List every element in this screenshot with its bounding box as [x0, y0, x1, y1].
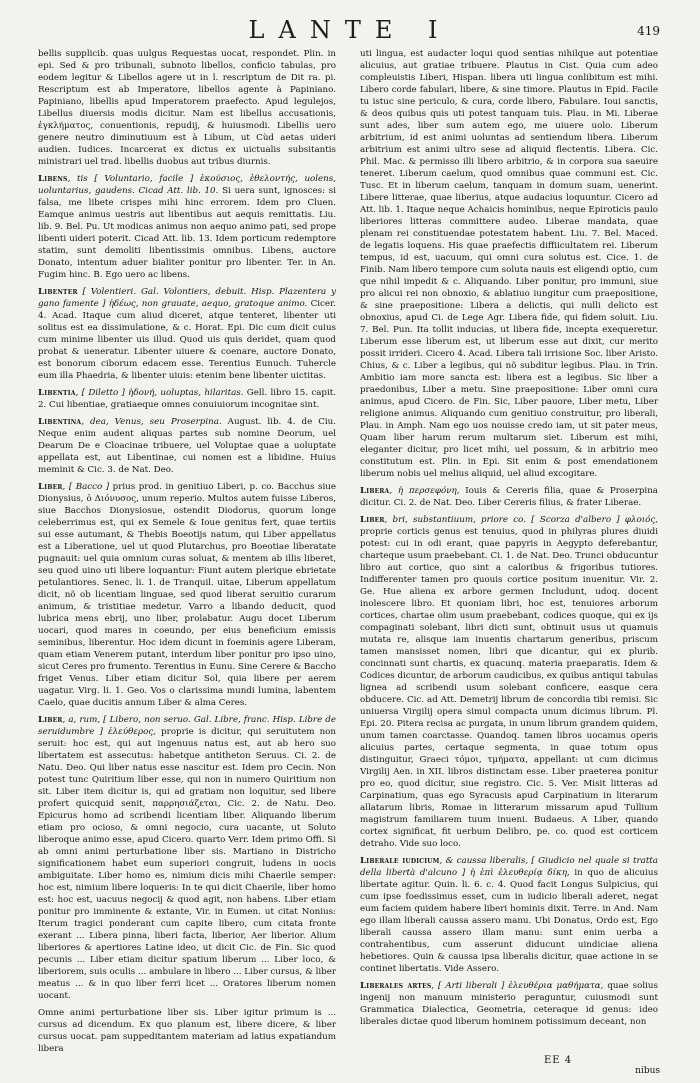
entry-lemma: Libera: [360, 486, 390, 496]
entry-continuation: [38, 1007, 336, 1055]
dictionary-entry: [360, 514, 658, 850]
entry-text: August. lib. 4. de Ciu. Neque enim audent aliquas partes sub nomine Deorum, uel Dearum De e Cloacinae tribuere, uel Voluptae quae a uoluptate appellata est, aut Libentinae, cui nomen est a libidine. Huius meminit & Cic. 3. de Nat. Deo.: [38, 417, 336, 475]
entry-text: proprie corticis genus est tenuius, quod in philyras plures diuidi potest: cui in odi erant, quae papyris in Aegypto deferebantur, charteque usum praebebant. Ci. 1. de Nat. Deo. Trunci obducuntur libro aut cortice, quo sint a caloribus & frigoribus tutiores. Indifferenter tamen pro quouis cortice positum inuenitur. Vir. 2. Ge. Hue aliena ex arbore germen Includunt, udoq. docent inolescere libro. Et quoniam libri, hoc est, tenuiores arborum cortices, chartae olim usum praebebant, codices quoque, qui ex ijs compaginati solebant, libri dicti sunt, obtinuit usus ut quamuis mutata re, alisque iam inuentis chartarum generibus, priscum tamen mansisset nomen, libri que dicantur, qui ex plurib. concinnati sunt chartis, ex quacunq. materia praeparatis. Idem & Codices dicuntur, de arborum caudicibus, ex quibus antiqui tabulas lignea ad scribendi usum solebant conficere, easque cera obducere. Cic. ad Att. Demetrij librum de concordia tibi remisi. Sic uniuersa Virgilij opera simul compacta unum dicimus librum. Pl. Epi. 20. Pitera recisa ac purgata, in unum librum grandem quidem, unum tamen coarctasse. Quandoq. tamen libros uocamus operis alicuius partes, certaque segmenta, in quae totum opus distinguitur, Graeci τόμοι, τμήματα, appellant: ut cum dicimus Virgilij Aen. in XII. libros distinctam esse. Liber praeterea ponitur pro eo, quod dicitur, siue registro. Cic. 5. Ver. Misit litteras ad Carpinatium, quas ego Syracusis apud Carpinatium in literarum allatarum libris, Romae in litterarum missarum apud Tullium magistrum familiarem tuum inueni. Budaeus. A Liber, quando cortex significat, fit uerbum Delibro, pe. co. quod est corticem detraho. Vide suo loco.: [360, 527, 658, 849]
entry-lemma: Liber: [38, 482, 63, 492]
entry-head: , tis [ Voluntario, facile ] ἑκούσιος, ἐθελοντής, uolens, uoluntarius, gaudens. Cicad Att. lib. 10.: [38, 174, 336, 196]
entry-text: prius prod. in genitiuo Liberi, p. co. Bacchus siue Dionysius, ὁ Διόνυσος, unum reperio. Multos autem fuisse Liberos, siue Bacchos Dionysiosue, ostendit Diodorus, quorum longe celeberrimus est, qui ex Semele & Ioue genitus fert, quae tertiis sui esse autumant, & Thebis Boeotijs natum, qui Liber appellatus est a Liberatione, uel ut quod Plutarchus, pro Boeotiae liberatate pugnauit: uel quia omnium curas soluat, & mentem ab illis liberet, seu quod uino uti libere loquantur: Fiunt autem plerique ebrietate petulantiores. Senec. li. 1. de Tranquil. uitae, Liberum appellatum dicit, nõ ob licentiam linguae, sed quod liberat seruitio curarum animum, & tristitiae medetur. Varro a libando deducit, quod lubrica mens ebrij, uno liber, prolabatur. Augu docet Liberum uocari, quod mares in coeundo, per eius beneficium emissis seminibus, liberentur. Hoc idem dicunt in foeminis agere Liberam, quam etiam Venerem putant, interdum liber ponitur pro ipso uino, sicut Ceres pro frumento. Terentius in Eunu. Sine Cerere & Baccho friget Venus. Liber etiam dicitur Sol, quia libere per aerem uagatur. Virg. li. 1. Geo. Vos o clarissima mundi lumina, labentem Caelo, quae ducitis annum Liber & alma Ceres.: [38, 482, 336, 708]
running-head: LANTE I: [248, 16, 452, 44]
entry-head: , ἡ περσεφόνη,: [389, 486, 466, 496]
entry-head: , dea, Venus, seu Proserpina.: [81, 417, 222, 427]
entry-text: quae solius ingenij non manuum ministerio peraguntur, cuiusmodi sunt Grammatica Dialectica, Geometria, ceteraque id genus: ideo liberales dictae quod liberum hominem potissimum deceant, non: [360, 981, 658, 1027]
entry-text: proprie is dicitur, qui seruitutem non seruit: hoc est, qui aut ingenuus natus est, aut ab hero suo libertatem est assecutus: habetque antitheton Seruus. Ci. 2. de Natu. Deo. Qui liber natus esse nascitur est. Idem pro Cecin. Non potest tunc Quiritium liber esse, qui non in numero Quiritium non sit. Liber item dicitur is, qui ad gratiam non loquitur, sed libere profert quicquid senit, παρρησιάζεται, Cic. 2. de Natu. Deo. Epicurus homo ad scribendi licentiam liber. Aliquando liberum etiam pro ocioso, & omni negocio, cura uacante, ut Soluto liberoque animo esse, apud Cicero. quarto Verr. Idem primo Offi. Si ab omni animi perturbatione liber sis. Martiano in Districho significationem habet eum superiori congruit, ludens in uocis ambiguitate. Liber homo es, nimium dicis mihi Chaerile semper: hoc est, nimium libere loqueris: In te qui dicit Chaerile, liber homo est: hoc est, uacuus negocij & quod agit, non habens. Liber etiam ponitur pro imminente & extante, Vir. in Eumen. ut citat Nonius: Iterum tragici ponderant cum capite libero, cum citata fronte exerant ... Libera pinna, liberi facta, liberior, Aer liberior. Alium liberiores & apertiores Latine ideo, ut dicit Cic. de Fin. Sic quod pecunis ... Liber etiam dicitur spatium liberum ... Liber loco, & liberiorem, suis oculis ... ambulare in libero ... Liber cursus, & liber meatus ... & in quo liber ferri licet ... Oratores liberum nomen uocant.: [38, 727, 336, 1001]
entry-head: , & caussa liberalis, [ Giudicio nel quale si tratta della libertà d'alcuno ] ἡ ἐπὶ ἐλευθερίᾳ δίκη,: [360, 856, 658, 878]
entry-text: pam suppeditantem materiam ad latius expatiandum libera: [38, 1032, 337, 1054]
page-header: [0, 10, 700, 46]
page-number: 419: [637, 24, 660, 38]
entry-head: , [ Bacco ]: [62, 482, 113, 492]
left-column: [38, 48, 337, 1054]
catchword: nibus: [635, 1066, 660, 1076]
entry-text: uti lingua, est audacter loqui quod sentias nihilque aut potentiae alicuius, aut gratiae tribuere. Plautus in Cist. Quia cum adeo compleuistis Liberi, Hispan. libera uti lingua conlibitum est mihi. Libero corde fabulari, libere, & sine timore. Plautus in Epid. Facile tu istuc sine periculo, & cura, corde libero, Fabulare. Ioui sanctis, & deos quibus quis uti potest tanquam tuis. Plau. in Mi. Liberae sunt ades, liber sum autem ego, me uiuere uolo. Liberum arbitrium, id est animi uoluntas ad sentiendum libera. Liberum arbitrium est animi ultro sese ad aliquid flectentis. Libera. Cic. Phil. Mac. & permisso illi libero arbitrio, & in corpora sua saeuire teneret. Liberum caelum, quod omnibus quae communi est. Cic. Tusc. Et in liberum caelum, tanquam in domum suam, uenerint. Libere litterae, quae liberius, atque audacius loquuntur. Cicero ad Att. lib. 1. Itaque neque Achaicis hominibus, neque Epiroticis paulo liberiores litteras committere audeo. Liberae mandata, quae plenam rei constituendae potestatem habent. Liu. 7. Bel. Maced. de legatis loquens. His quae praefectis diffiicultatem rei. Liberum tempus, id est, uacuum, qui omni cura solutus est. Cice. 1. de Finib. Nam libero tempore cum soluta nauis est eligendi optio, cum que nihil impedit & c. Aliquando. Liber ponitur, pro immuni, siue pro alicui rei non obnoxio, & ablatiuo iungitur cum praepositione, & sine praepositione: Libera a delictis, qui nulli delicto est obnoxius, apud Ci. de Lege Agr. Libera fide, qui fidem soluit. Liu. 7. Bel. Pun. Ita tollit inducias, ut libera fide, incepta exequeretur. Liberum esse liberum est, ut liberum esse aut dixit, cur merito possit irrideri. Cicero 4. Acad. Libera tali irrisione Soc. liber Aristo. Chius, & c. Liber a legibus, qui nõ subditur legibus. Plau. in Trin. Ambitio iam more sancta est: libera est a legibus. Sic liber a praedonibus, Liber a metu. Sine praepositione: Liber omni cura animus, apud Cicero. de Fin. Sic, Liber pauore, Liber metu, Liber religione animus. Aliquando cum genitiuo construitur, pro liberali, Plau. in Amph. Nam ego uos nouisse credo iam, ut sit pater meus, Quam liber harum rerum multarum siet. Liberum est mihi, eleganter dicitur, pro licet mihi, uel possum, & in arbitrio meo constitutum est. Plin. in Epi. Sit enim & post emendationem liberum nobis uel melius aliquid, uel aliud excogitare.: [360, 49, 658, 479]
entry-head: , a, rum, [ Libero, non seruo. Gal. Libre, franc. Hisp. Libre de seruidumbre ] ἐλεύθερος,: [38, 715, 336, 737]
dictionary-entry: [38, 286, 336, 382]
entry-lemma: Liberales artes: [360, 981, 432, 991]
entry-lemma: Libens: [38, 174, 68, 184]
entry-text: Iouis & Cereris filia, quae & Proserpina dicitur. Ci. 2. de Nat. Deo. Liber Cereris filius, & frater Liberae.: [360, 486, 658, 508]
right-column: [360, 48, 658, 1048]
dictionary-entry: [38, 481, 336, 709]
entry-lemma: Libentia: [38, 388, 76, 398]
dictionary-entry: [38, 714, 336, 1002]
entry-lemma: Liber: [38, 715, 63, 725]
entry-text: bellis supplicib. quas uulgus Requestas uocat, respondet. Plin. in epi. Sed & pro tribunali, subnoto libellos, conficio tabulas, pro eodem legitur & Libellos agere ut in l. rescriptum de Dit ra. pi. Rescriptum est ab Imperatore, libellos agente à Papiniano. Papiniano, libellis apud Imperatorem praefecto. Apud legulejos, Libellus diuersis modis dicitur. Nam est libellus accusationis, ἐγκλήματος, conuentionis, repudij, & huiusmodi. Libellis uero genere neutro diminutiuum est à Libum, ut Cùd aetas uideri audien. Iudices. Incarcerat ex dictus ex uictualis subsitantis ministrari uel trad. libellis duobus aut tribus diurnis.: [38, 49, 336, 167]
dictionary-entry: [38, 416, 336, 476]
entry-text: Gell. libro 15. capit. 2. Cui libentiae, gratiaeque omnes conuiuiorum incognitae sint.: [38, 388, 336, 410]
entry-lemma: Libentina: [38, 417, 82, 427]
entry-lemma: Liber: [360, 515, 385, 525]
entry-text: in quo de alicuius libertate agitur. Quin. li. 6. c. 4. Quod facit Longus Sulpicius, qui cum ipse foedissimus esset, cum in iudicio liberali aderet, negat eum faciem quidem habere liberi hominis dixit. Terre. in And. Nam ego illam liberali caussa assero manu. Ubi Donatus, Ordo est, Ego liberali caussa assero illam manu: sunt enim uerba a contrahentibus, cum asserunt diducunt uindiciae aliena hebetiores. Quin & caussa ipsa liberalis dicitur, quae actione in se continet libertatis. Vide Assero.: [360, 868, 658, 974]
dictionary-entry: [38, 387, 336, 411]
dictionary-entry: [38, 173, 336, 281]
entry-head: , [ Arti liberali ] ἐλευθέρια μαθήματα,: [431, 981, 608, 991]
entry-text: Si uera sunt, ignosces: si falsa, me libete crispes mihi hinc errorem. Idem pro Cluen. Eamque animus uestris aut libentibus aut aequis remittatis. Liu. lib. 9. Bel. Pu. Ut modicas animus non aequo animo pati, sed prope libenti uideri poterit. Cicad Att. lib. 13. Idem porticum redemptore statim, sunt demoliti libentissimis omnibus. Libens, auctore Donato, intentum aduer bialiter ponitur pro libenter. Ter. in An. Fugim hinc. B. Ego uero ac libens.: [38, 186, 337, 280]
dictionary-entry: [360, 980, 658, 1028]
entry-lemma: Libenter: [38, 287, 78, 297]
dictionary-entry: [360, 855, 658, 975]
entry-head: , [ Diletto ] ἡδονή, uoluptas, hilaritas.: [75, 388, 244, 398]
entry-head: [ Volentieri. Gal. Volontiers, debuit. Hisp. Plazentera y gano famente ] ἡδέως, non grauate, aequo, gratoque animo.: [38, 287, 336, 309]
dictionary-entry: [360, 485, 658, 509]
entry-head: , bri, substantiuum, priore co. [ Scorza d'albero ] φλοιός,: [384, 515, 658, 525]
entry-lemma: Liberale iudicium: [360, 856, 440, 866]
entry-text: Omne animi perturbatione liber sis. Liber igitur primum is ... cursus ad dicendum. Ex quo planum est, libere dicere, & liber cursus uocat.: [38, 1008, 336, 1042]
signature-mark: EE 4: [544, 1055, 573, 1066]
entry-text: Cicer. 4. Acad. Itaque cum aliud diceret, atque tenteret, libenter uti solitus est ea dissimulatione, & c. Horat. Epi. Dic cum dicit cuius cum minime libenter uis illud. Quod uis quis deridet, quam quod probat & ueneratur. Libenter uiuere & coenare, auctore Donato, est bonorum ciborum edacem esse. Terentius Eunuch. Tuhercle eum illa Phaedria, & libenter uiuis: etenim bene libenter uictitas.: [38, 299, 336, 381]
dictionary-entry: [38, 48, 336, 168]
dictionary-entry: [360, 48, 658, 480]
